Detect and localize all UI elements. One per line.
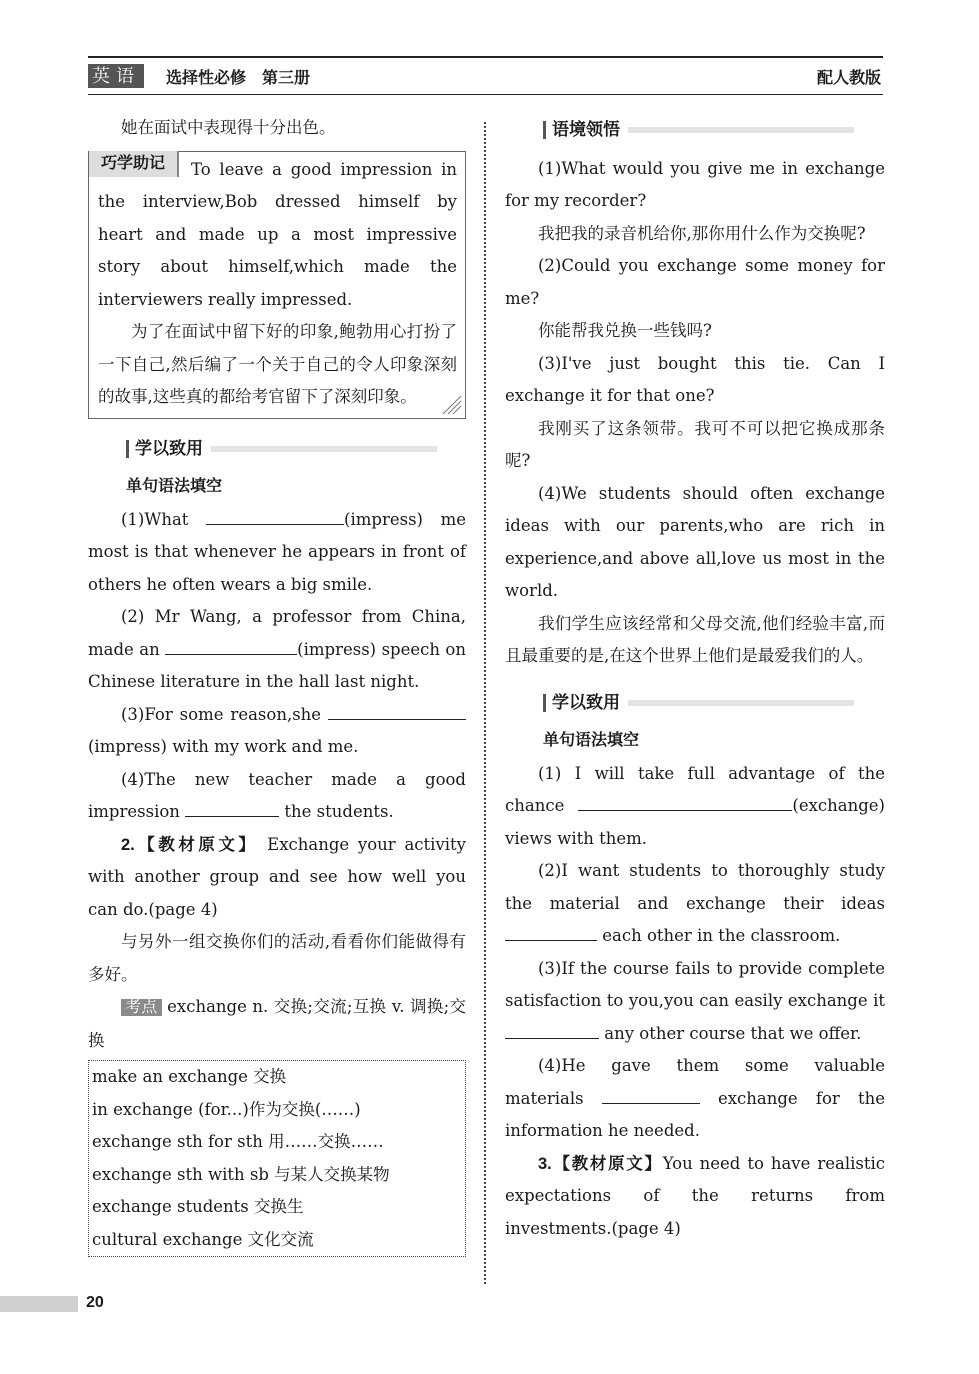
section-heading-practice bbox=[543, 687, 885, 720]
page-number: 20 bbox=[86, 1294, 104, 1311]
example-sentence: (3)I've just bought this tie. Can I exchange it for that one? bbox=[505, 353, 885, 405]
right-column bbox=[505, 112, 885, 1245]
example-sentence: (2)Could you exchange some money for me? bbox=[505, 256, 885, 308]
example-translation: 你能帮我兑换一些钱吗? bbox=[538, 321, 712, 340]
heading-rule bbox=[628, 127, 854, 133]
phrase-item: exchange sth for sth 用……交换…… bbox=[92, 1132, 384, 1151]
heading-bar bbox=[126, 440, 129, 458]
section-title: 学以致用 bbox=[552, 692, 620, 712]
phrase-item: make an exchange 交换 bbox=[92, 1067, 287, 1086]
answer-blank[interactable] bbox=[578, 792, 792, 811]
exercise-item: (3)For some reason,she (impress) with my work and me. bbox=[88, 699, 466, 764]
section-title: 学以致用 bbox=[135, 438, 203, 458]
answer-blank[interactable] bbox=[185, 798, 279, 817]
footer-bar bbox=[0, 1296, 78, 1312]
section-heading-context bbox=[543, 114, 885, 147]
phrase-item: in exchange (for...)作为交换(……) bbox=[92, 1099, 361, 1119]
left-column bbox=[88, 112, 466, 1257]
memory-tip-chinese: 为了在面试中留下好的印象,鲍勃用心打扮了一下自己,然后编了一个关于自己的令人印象深刻的故事,这些真的都给考官留下了深刻印象。 bbox=[98, 322, 457, 406]
answer-blank[interactable] bbox=[505, 922, 597, 941]
answer-blank[interactable] bbox=[328, 701, 466, 720]
heading-bar bbox=[543, 121, 546, 139]
translation-line: 她在面试中表现得十分出色。 bbox=[121, 118, 336, 137]
column-divider bbox=[484, 122, 486, 1284]
answer-blank[interactable] bbox=[165, 636, 297, 655]
example-translation: 我刚买了这条领带。我可不可以把它换成那条呢? bbox=[505, 418, 885, 470]
exercise-title: 单句语法填空 bbox=[126, 478, 223, 495]
example-sentence: (4)We students should often exchange ideas with our parents,who are rich in experience,and above all,love us most in the world. bbox=[505, 483, 885, 600]
edition-label: 配人教版 bbox=[816, 70, 881, 87]
key-point-label: 考点 bbox=[121, 999, 162, 1016]
answer-blank[interactable] bbox=[206, 506, 344, 525]
exercise-item: (3)If the course fails to provide complete satisfaction to you,you can easily exchange it any other course that we offer. bbox=[505, 958, 885, 1043]
exercise-item: (4)The new teacher made a good impression the students. bbox=[88, 769, 466, 821]
textbook-original-3: 3.【教材原文】You need to have realistic expectations of the returns from investments.(page 4) bbox=[505, 1153, 885, 1238]
heading-bar bbox=[543, 694, 546, 712]
key-point: 考点 exchange n. 交换;交流;互换 v. 调换;交换 bbox=[88, 997, 466, 1050]
phrase-box bbox=[88, 1060, 466, 1257]
memory-tip-english: To leave a good impression in the interview,Bob dressed himself by heart and made up a most impressive story about himself,which made the interviewers really impressed. bbox=[98, 159, 457, 309]
answer-blank[interactable] bbox=[602, 1085, 700, 1104]
exercise-item: (2)I want students to thoroughly study the material and exchange their ideas each other in the classroom. bbox=[505, 861, 885, 945]
exercise-title: 单句语法填空 bbox=[543, 732, 640, 749]
phrase-item: exchange students 交换生 bbox=[92, 1197, 304, 1216]
subject-badge: 英语 bbox=[88, 64, 144, 88]
exercise-item: (4)He gave them some valuable materials exchange for the information he needed. bbox=[505, 1056, 885, 1140]
book-title: 选择性必修 第三册 bbox=[166, 70, 311, 87]
answer-blank[interactable] bbox=[505, 1020, 599, 1039]
section-title: 语境领悟 bbox=[552, 120, 620, 139]
memory-tip-label: 巧学助记 bbox=[89, 151, 179, 177]
page-header bbox=[88, 56, 883, 95]
exercise-item: (1)What (impress) me most is that whenever he appears in front of others he often wears a big smile. bbox=[88, 504, 466, 602]
textbook-translation-2: 与另外一组交换你们的活动,看看你们能做得有多好。 bbox=[88, 932, 466, 984]
exercise-item: (1) I will take full advantage of the chance (exchange) views with them. bbox=[505, 763, 885, 848]
phrase-item: cultural exchange 文化交流 bbox=[92, 1229, 314, 1249]
memory-tip-box bbox=[88, 151, 466, 419]
heading-rule bbox=[628, 700, 854, 706]
exercise-item: (2) Mr Wang, a professor from China, made an (impress) speech on Chinese literature in the hall last night. bbox=[88, 607, 466, 691]
textbook-original-2: 2.【教材原文】 Exchange your activity with another group and see how well you can do.(page 4) bbox=[88, 834, 466, 919]
heading-rule bbox=[211, 446, 437, 452]
example-translation: 我把我的录音机给你,那你用什么作为交换呢? bbox=[538, 223, 866, 243]
corner-stripes-icon bbox=[441, 394, 463, 416]
example-translation: 我们学生应该经常和父母交流,他们经验丰富,而且最重要的是,在这个世界上他们是最爱我们的人。 bbox=[505, 613, 885, 665]
section-heading-practice bbox=[126, 433, 466, 466]
phrase-item: exchange sth with sb 与某人交换某物 bbox=[92, 1164, 390, 1184]
example-sentence: (1)What would you give me in exchange for my recorder? bbox=[505, 158, 885, 210]
